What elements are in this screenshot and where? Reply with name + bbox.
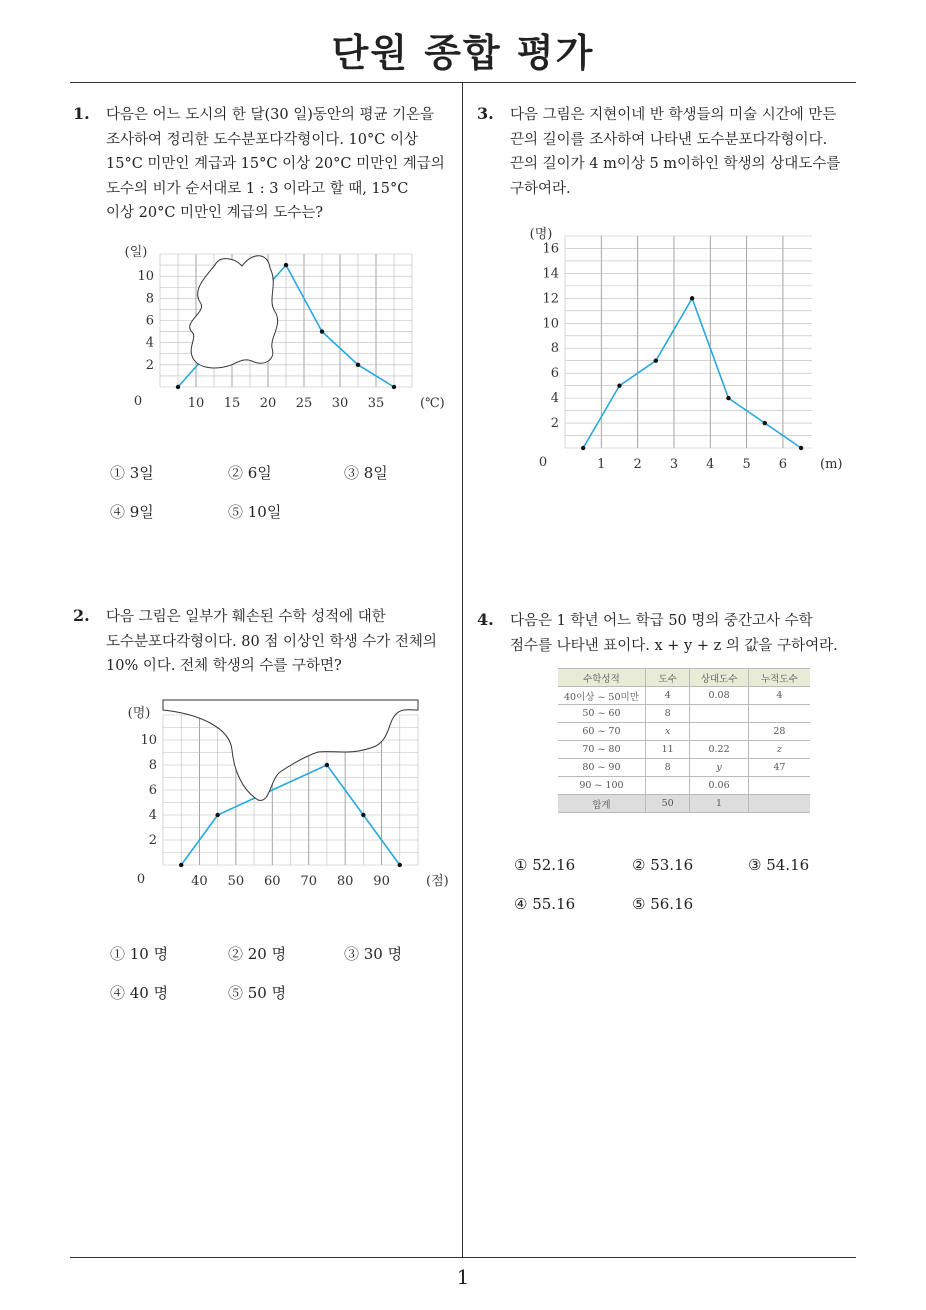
x-axis-label: (점): [426, 874, 449, 889]
y-tick-label: 10: [140, 733, 157, 748]
data-point: [320, 329, 324, 333]
text-line: 다음은 어느 도시의 한 달(30 일)동안의 평균 기온을: [106, 107, 435, 123]
data-point: [726, 396, 730, 400]
question-text: [510, 103, 840, 201]
x-tick-label: 1: [597, 457, 606, 472]
x-tick-label: 25: [295, 396, 313, 411]
table-cell: 합계: [558, 795, 645, 813]
text-line: 다음 그림은 일부가 훼손된 수학 성적에 대한: [106, 609, 386, 625]
question-text: [510, 609, 838, 658]
y-tick-label: 8: [148, 758, 157, 773]
data-point: [361, 813, 365, 817]
x-tick-label: 30: [331, 396, 349, 411]
x-axis-label: (℃): [420, 396, 445, 411]
page-number: 1: [456, 1265, 470, 1289]
data-point: [654, 359, 658, 363]
text-line: 다음은 1 학년 어느 학급 50 명의 중간고사 수학: [510, 613, 813, 629]
x-tick-label: 70: [300, 874, 317, 889]
table-row: [558, 741, 810, 759]
x-tick-label: 2: [633, 457, 642, 472]
y-tick-label: 14: [542, 266, 559, 282]
table-cell: 8: [645, 759, 689, 777]
page-title: 단원 종합 평가: [331, 31, 595, 75]
question-text: [106, 103, 445, 226]
table-row: [558, 777, 810, 795]
text-line: 도수분포다각형이다. 80 점 이상인 학생 수가 전체의: [106, 633, 437, 650]
table-cell: 8: [645, 705, 689, 723]
data-point: [617, 383, 621, 387]
table-cell: 60 ~ 70: [558, 723, 645, 741]
table-total-row: [558, 795, 810, 813]
table-row: [558, 723, 810, 741]
table-header: 누적도수: [748, 669, 810, 687]
question-text: [106, 605, 437, 679]
text-line: 조사하여 정리한 도수분포다각형이다. 10°C 이상: [106, 131, 418, 148]
table-cell: 50: [645, 795, 689, 813]
table-cell: 1: [690, 795, 748, 813]
y-tick-label: 8: [145, 291, 154, 307]
data-point: [763, 421, 767, 425]
question-number: 3.: [477, 104, 494, 123]
y-tick-label: 4: [148, 808, 157, 823]
data-point: [356, 363, 360, 367]
top-divider: [70, 82, 856, 83]
option-1[interactable]: ① 3일: [110, 464, 154, 482]
text-line: 점수를 나타낸 표이다. x + y + z 의 값을 구하여라.: [510, 637, 838, 654]
origin-label: 0: [538, 455, 548, 470]
text-line: 구하여라.: [510, 180, 571, 197]
table-cell: 28: [748, 723, 810, 741]
damaged-area: [190, 256, 278, 368]
table-cell: [690, 723, 748, 741]
option-2[interactable]: ② 20 명: [228, 945, 287, 963]
y-tick-label: 2: [148, 833, 157, 848]
table-cell: 90 ~ 100: [558, 777, 645, 795]
table-cell: 47: [748, 759, 810, 777]
option-5[interactable]: ⑤ 50 명: [228, 984, 287, 1002]
y-tick-label: 10: [542, 316, 559, 332]
text-line: 15°C 미만인 계급과 15°C 이상 20°C 미만인 계급의: [106, 156, 445, 172]
table-cell: 70 ~ 80: [558, 741, 645, 759]
x-tick-label: 15: [223, 396, 241, 411]
table-cell: 11: [645, 741, 689, 759]
y-tick-label: 2: [145, 357, 154, 373]
y-axis-label: (일): [124, 245, 148, 260]
x-tick-label: 40: [191, 874, 208, 889]
table-row: [558, 687, 810, 705]
table-header: 상대도수: [690, 669, 748, 687]
y-axis-label: (명): [529, 227, 553, 242]
text-line: 끈의 길이를 조사하여 나타낸 도수분포다각형이다.: [510, 131, 828, 148]
option-4[interactable]: ④ 9일: [110, 503, 154, 521]
y-tick-label: 8: [550, 341, 559, 357]
x-tick-label: 6: [778, 457, 788, 472]
table-cell: [748, 777, 810, 795]
table-cell: 50 ~ 60: [558, 705, 645, 723]
text-line: 10% 이다. 전체 학생의 수를 구하면?: [106, 658, 342, 674]
question-number: 2.: [73, 606, 90, 625]
y-tick-label: 2: [550, 416, 559, 432]
x-tick-label: 80: [336, 874, 354, 889]
table-cell: z: [748, 741, 810, 759]
score-table: [558, 668, 810, 813]
option-5[interactable]: ⑤ 10일: [228, 503, 282, 521]
x-tick-label: 50: [227, 874, 245, 889]
option-3[interactable]: ③ 30 명: [344, 945, 403, 963]
option-3[interactable]: ③ 8일: [344, 464, 388, 482]
data-point: [581, 446, 585, 450]
table-row: [558, 759, 810, 777]
question-number: 4.: [477, 610, 494, 629]
data-point: [690, 296, 694, 300]
y-axis-label: (명): [127, 706, 151, 721]
y-tick-label: 16: [542, 241, 559, 257]
option-3[interactable]: ③ 54.16: [748, 856, 810, 874]
table-cell: y: [690, 759, 748, 777]
table-header: 도수: [645, 669, 689, 687]
y-tick-label: 4: [145, 335, 154, 351]
chart-q2: [120, 700, 449, 895]
y-tick-label: 6: [145, 313, 154, 329]
table-row: [558, 705, 810, 723]
data-point: [284, 263, 288, 267]
data-point: [799, 446, 803, 450]
column-divider: [462, 83, 463, 1257]
chart-q1: [120, 240, 445, 440]
y-tick-label: 6: [550, 366, 559, 382]
option-1[interactable]: ① 52.16: [514, 856, 576, 874]
table-cell: 4: [748, 687, 810, 705]
y-tick-label: 10: [137, 269, 154, 285]
table-cell: [690, 705, 748, 723]
x-tick-label: 60: [264, 874, 281, 889]
table-cell: x: [645, 723, 689, 741]
table-cell: 4: [645, 687, 689, 705]
bottom-divider: [70, 1257, 856, 1258]
data-point: [215, 813, 219, 817]
table-cell: 0.22: [690, 741, 748, 759]
y-tick-label: 12: [542, 291, 559, 307]
table-cell: [748, 705, 810, 723]
x-tick-label: 4: [706, 457, 715, 472]
origin-label: 0: [136, 872, 146, 887]
data-point: [176, 385, 180, 389]
x-tick-label: 10: [187, 396, 205, 411]
text-line: 도수의 비가 순서대로 1 : 3 이라고 할 때, 15°C: [106, 180, 409, 197]
table-cell: [645, 777, 689, 795]
text-line: 이상 20°C 미만인 계급의 도수는?: [106, 205, 324, 221]
table-cell: 80 ~ 90: [558, 759, 645, 777]
x-tick-label: 90: [373, 874, 390, 889]
chart-q3: [520, 212, 843, 474]
x-tick-label: 20: [259, 396, 277, 411]
option-1[interactable]: ① 10 명: [110, 945, 169, 963]
x-tick-label: 3: [669, 457, 679, 472]
x-tick-label: 5: [742, 457, 751, 472]
data-point: [325, 763, 329, 767]
table-cell: 40이상 ~ 50미만: [558, 687, 645, 705]
x-tick-label: 35: [367, 396, 385, 411]
table-header: 수학성적: [558, 669, 645, 687]
option-2[interactable]: ② 6일: [228, 464, 272, 482]
table-cell: 0.06: [690, 777, 748, 795]
text-line: 끈의 길이가 4 m이상 5 m이하인 학생의 상대도수를: [510, 156, 841, 172]
option-4[interactable]: ④ 40 명: [110, 984, 169, 1002]
data-point: [179, 863, 183, 867]
text-line: 다음 그림은 지현이네 반 학생들의 미술 시간에 만든: [510, 107, 837, 123]
table-cell: [748, 795, 810, 813]
y-tick-label: 4: [550, 391, 559, 407]
option-4[interactable]: ④ 55.16: [514, 895, 576, 913]
table-cell: 0.08: [690, 687, 748, 705]
option-2[interactable]: ② 53.16: [632, 856, 694, 874]
x-axis-label: (m): [820, 457, 843, 472]
origin-label: 0: [133, 394, 143, 409]
option-5[interactable]: ⑤ 56.16: [632, 895, 694, 913]
y-tick-label: 6: [148, 783, 157, 798]
question-number: 1.: [73, 104, 90, 123]
table-header-row: [558, 669, 810, 687]
data-point: [398, 863, 402, 867]
data-point: [392, 385, 396, 389]
